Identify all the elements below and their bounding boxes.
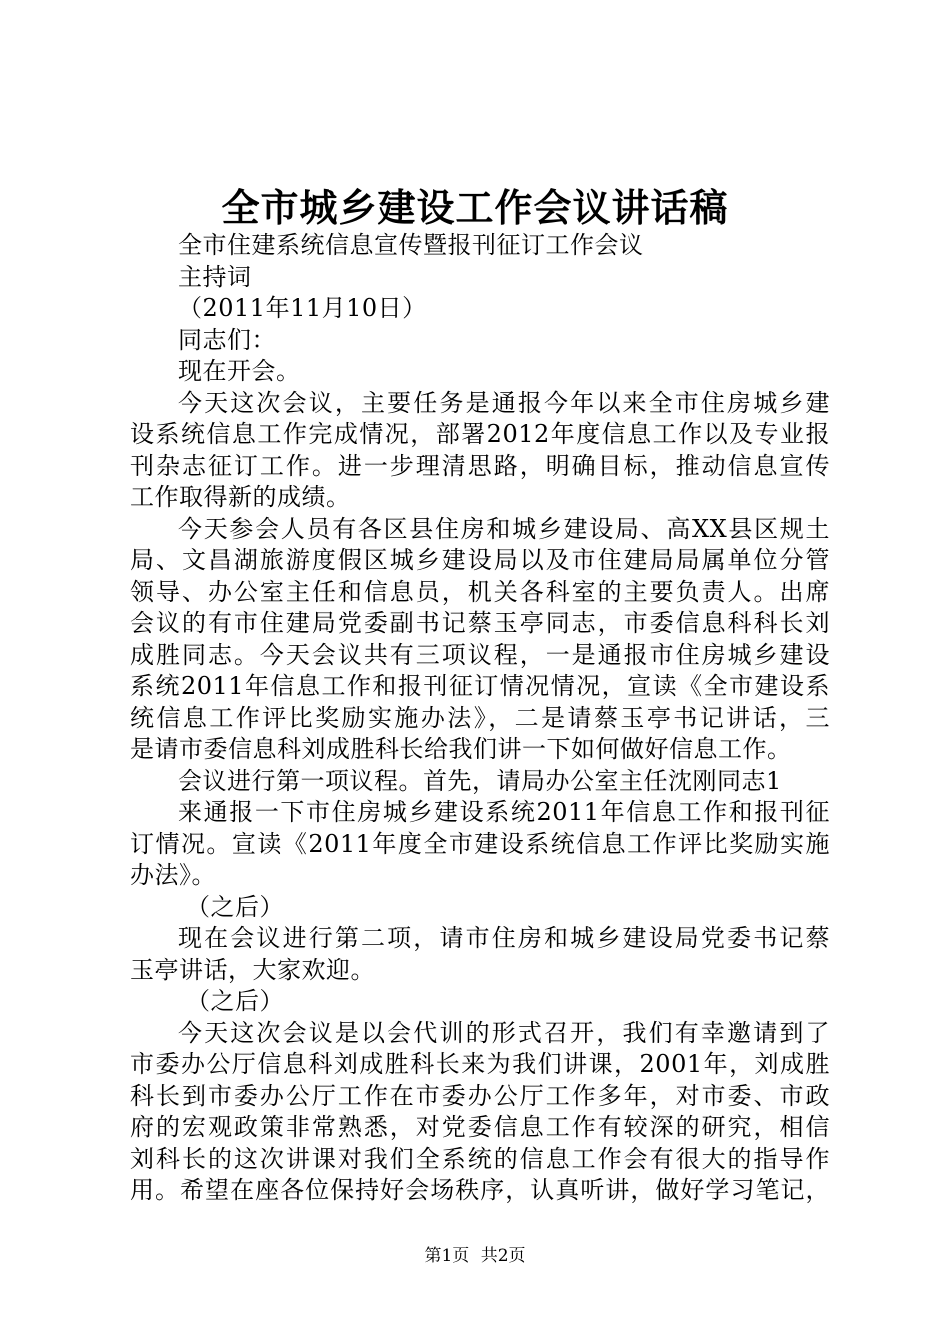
text-line: 订情况。宣读《2011年度全市建设系统信息工作评比奖励实施 [130,829,830,858]
text-line: 成胜同志。今天会议共有三项议程，一是通报市住房城乡建设 [130,640,830,669]
text-line: 工作取得新的成绩。 [130,483,351,511]
text-line: 领导、办公室主任和信息员，机关各科室的主要负责人。出席 [130,577,830,606]
text-line: 统信息工作评比奖励实施办法》，二是请蔡玉亭书记讲话，三 [130,703,830,732]
text-line: 今天这次会议，主要任务是通报今年以来全市住房城乡建 [178,388,830,417]
subtitle-line: 主持词 [178,262,252,291]
page-footer [0,1245,950,1267]
text-line: （之后） [186,987,284,1015]
text-line: 会议的有市住建局党委副书记蔡玉亭同志，市委信息科科长刘 [130,609,830,637]
text-line: 来通报一下市住房城乡建设系统2011年信息工作和报刊征 [178,798,830,826]
text-line: （之后） [186,892,284,921]
text-line: 设系统信息工作完成情况，部署2012年度信息工作以及专业报 [130,420,830,448]
text-line: 刊杂志征订工作。进一步理清思路，明确目标，推动信息宣传 [130,451,830,480]
salutation-line: 同志们： [178,325,276,354]
text-line: 系统2011年信息工作和报刊征订情况情况，宣读《全市建设系 [130,672,830,700]
text-line: 现在开会。 [178,357,301,385]
text-line: 科长到市委办公厅工作在市委办公厅工作多年，对市委、市政 [130,1081,830,1110]
text-line: 府的宏观政策非常熟悉，对党委信息工作有较深的研究，相信 [130,1113,830,1141]
text-line: 办法》。 [130,861,216,889]
text-line: 是请市委信息科刘成胜科长给我们讲一下如何做好信息工作。 [130,735,792,763]
document-body [130,230,830,1207]
page-number: 第1页 [424,1246,470,1266]
subtitle-line: 全市住建系统信息宣传暨报刊征订工作会议 [178,231,644,259]
text-line: 今天参会人员有各区县住房和城乡建设局、高XX县区规土 [178,514,830,543]
text-line: 现在会议进行第二项，请市住房和城乡建设局党委书记蔡 [178,924,830,952]
text-line: 用。希望在座各位保持好会场秩序，认真听讲，做好学习笔记， [130,1176,830,1204]
date-line: （2011年11月10日） [178,294,427,322]
text-line: 刘科长的这次讲课对我们全系统的信息工作会有很大的指导作 [130,1144,830,1173]
text-line: 会议进行第一项议程。首先，请局办公室主任沈刚同志1 [178,766,782,795]
text-line: 局、文昌湖旅游度假区城乡建设局以及市住建局局属单位分管 [130,546,830,574]
page-total: 共2页 [480,1246,526,1266]
text-line: 玉亭讲话，大家欢迎。 [130,955,375,984]
text-line: 市委办公厅信息科刘成胜科长来为我们讲课，2001年，刘成胜 [130,1050,830,1078]
text-line: 今天这次会议是以会代训的形式召开，我们有幸邀请到了 [178,1018,830,1047]
document-title: 全市城乡建设工作会议讲话稿 [221,185,729,230]
